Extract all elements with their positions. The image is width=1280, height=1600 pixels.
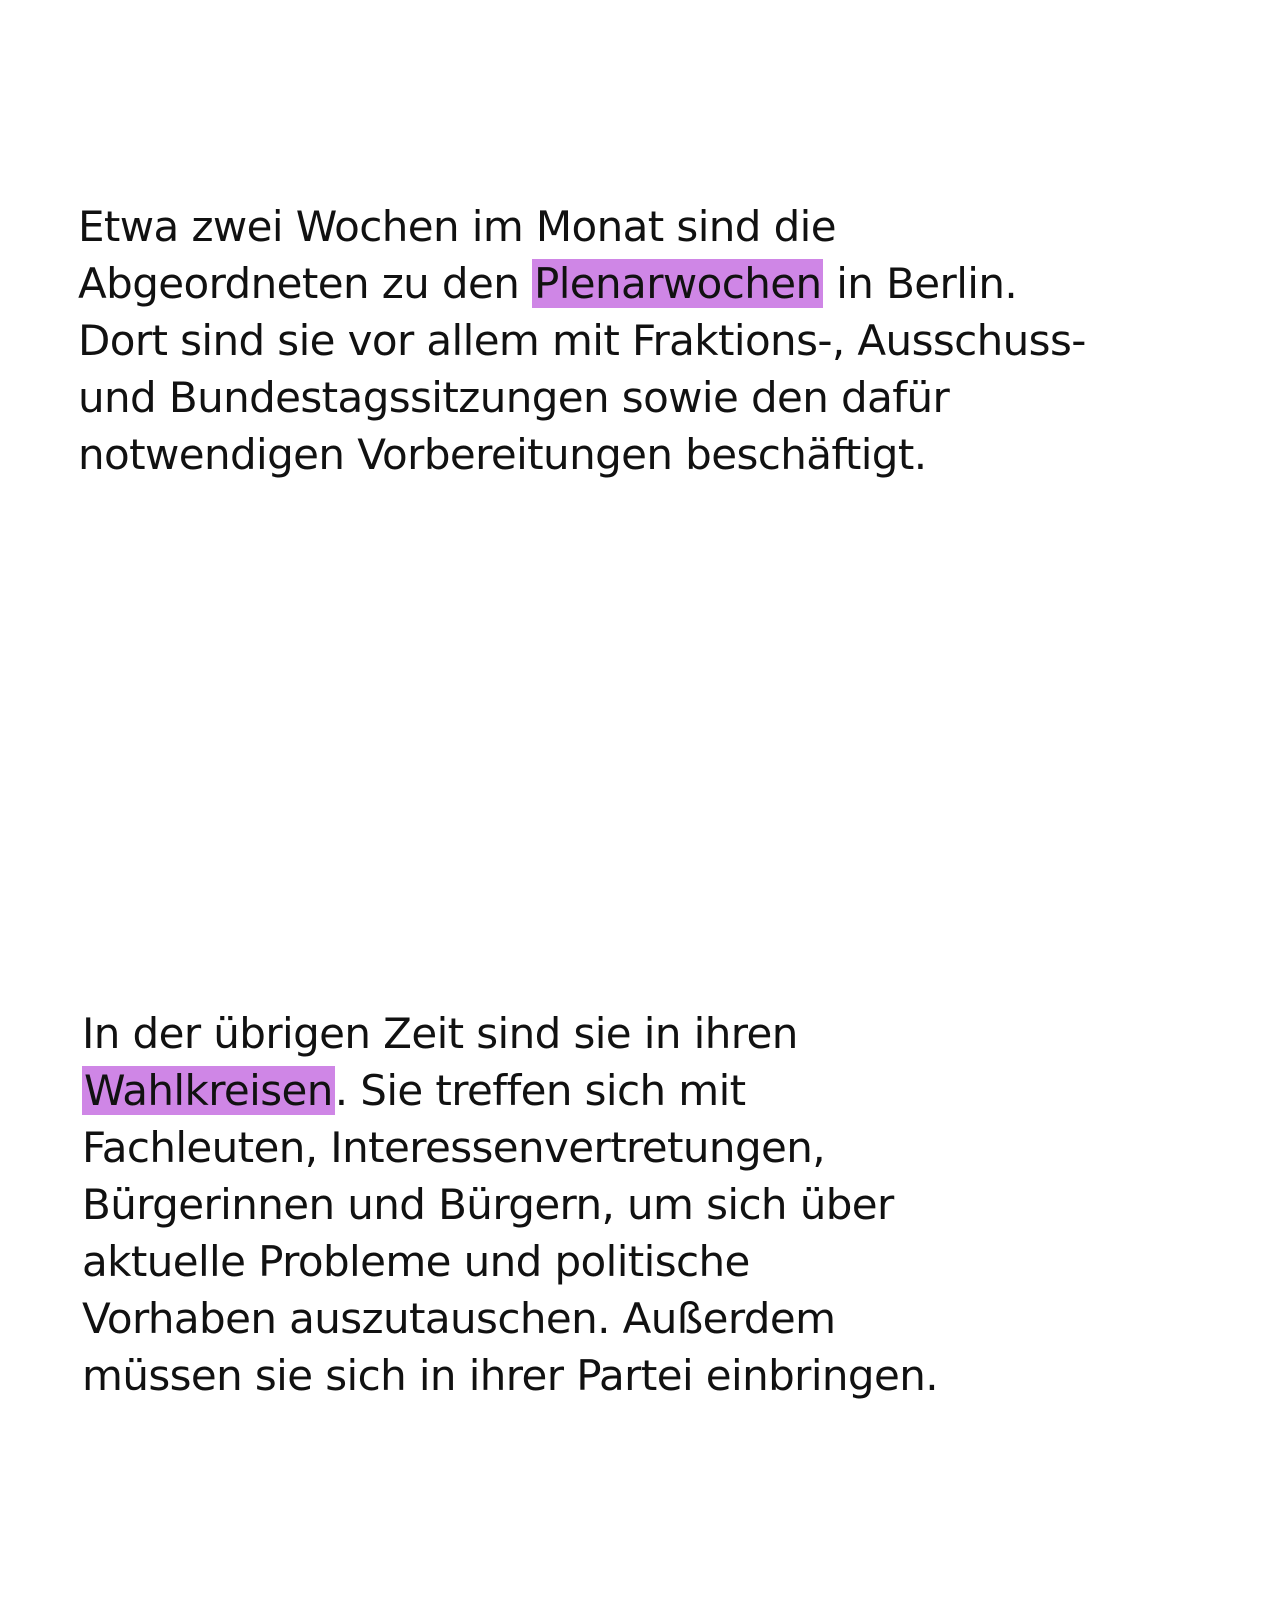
text-line: notwendigen Vorbereitungen beschäftigt.	[78, 430, 927, 479]
text-line: Vorhaben auszutauschen. Außerdem	[82, 1294, 836, 1343]
paragraph-wahlkreisen	[82, 1005, 1222, 1404]
text-line	[78, 255, 1218, 312]
text-line: Etwa zwei Wochen im Monat sind die	[78, 202, 836, 251]
text-line: aktuelle Probleme und politische	[82, 1237, 750, 1286]
text-line: Dort sind sie vor allem mit Fraktions-, Ausschuss-	[78, 316, 1086, 365]
text-segment: Abgeordneten zu den	[78, 259, 532, 308]
text-line: In der übrigen Zeit sind sie in ihren	[82, 1009, 798, 1058]
text-segment: . Sie treffen sich mit	[334, 1066, 746, 1115]
text-line	[82, 1062, 1222, 1119]
highlighted-term-wahlkreisen: Wahlkreisen	[84, 1066, 333, 1115]
text-line: Bürgerinnen und Bürgern, um sich über	[82, 1180, 894, 1229]
text-line: Fachleuten, Interessenvertretungen,	[82, 1123, 826, 1172]
paragraph-plenarwochen	[78, 198, 1218, 483]
highlighted-term-plenarwochen: Plenarwochen	[534, 259, 822, 308]
text-segment: in Berlin.	[823, 259, 1018, 308]
text-line: müssen sie sich in ihrer Partei einbringen.	[82, 1351, 938, 1400]
text-line: und Bundestagssitzungen sowie den dafür	[78, 373, 950, 422]
